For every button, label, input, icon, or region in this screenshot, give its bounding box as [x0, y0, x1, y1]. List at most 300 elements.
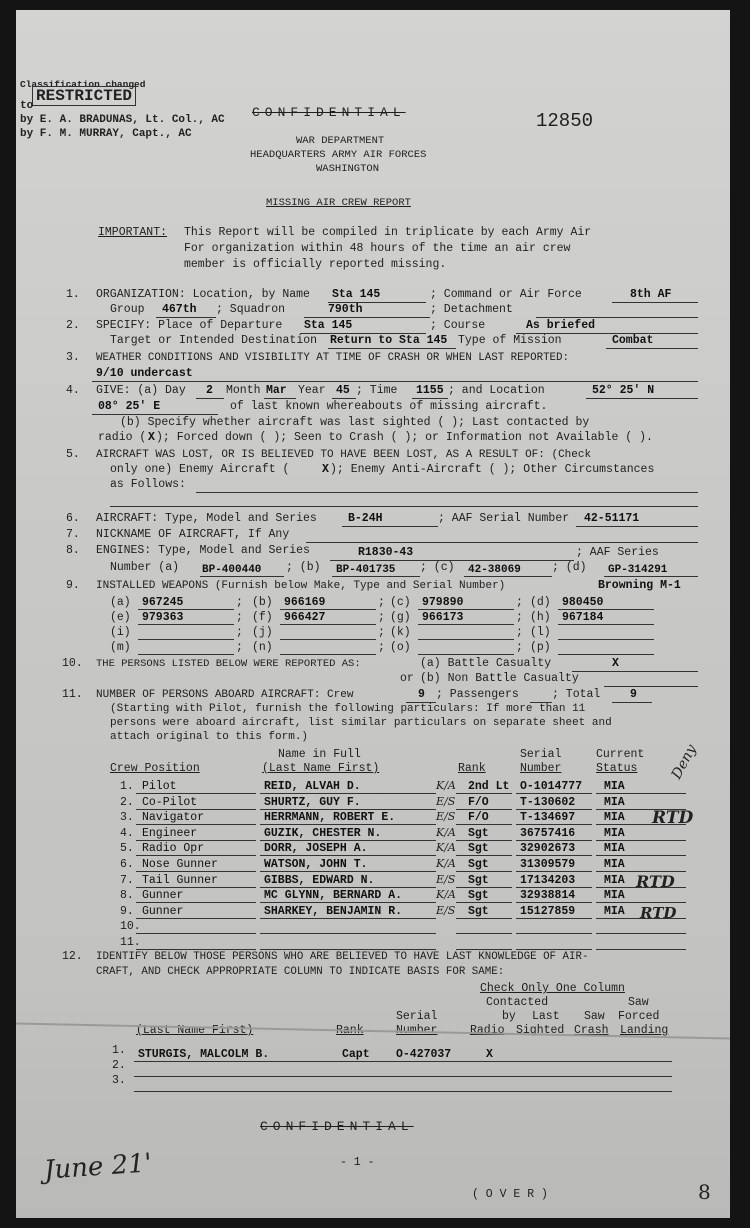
s4-line2: of last known whereabouts of missing aircraft. [230, 400, 548, 413]
crew-name: MC GLYNN, BERNARD A. [264, 889, 403, 903]
crew-rank: 2nd Lt [468, 780, 510, 793]
s2-target: Return to Sta 145 [330, 334, 448, 347]
s8-label-d: ; (d) [552, 561, 587, 574]
s4-label-time: ; Time [356, 384, 398, 397]
s12-num: 12. [62, 950, 83, 963]
weapon-letter: (i) [110, 626, 131, 639]
crew-rank: Sgt [468, 904, 489, 918]
crew-name: SHURTZ, GUY F. [264, 795, 361, 809]
s12-h-name: (Last Name First) [136, 1024, 254, 1037]
s3-num: 3. [66, 351, 80, 364]
witness-radio-mark: X [486, 1048, 493, 1061]
s12-h-last: Last [532, 1010, 560, 1023]
weapon-underline [418, 654, 514, 655]
crew-row-number: 3. [120, 811, 134, 825]
s5-line2b: ); Enemy Anti-Aircraft ( ); Other Circumstances [330, 463, 655, 476]
s4-year: 45 [336, 384, 350, 397]
s12-h-serial1: Serial [396, 1010, 438, 1023]
s12-h-saw2: Saw [628, 996, 649, 1009]
weapon-underline [138, 609, 234, 610]
crew-position: Pilot [142, 780, 177, 793]
weapon-serial: 966427 [284, 611, 326, 624]
crew-pos-underline [136, 887, 256, 888]
s10-or: or [400, 672, 414, 685]
weapon-sep: ; [516, 596, 523, 609]
s3-value: 9/10 undercast [96, 367, 193, 380]
crew-rank: Sgt [468, 826, 489, 840]
s12-h-by: by [502, 1010, 516, 1023]
weapon-sep: ; [378, 641, 385, 654]
weapon-underline [280, 609, 376, 610]
s11-line3: persons were aboard aircraft, list similar particulars on separate sheet and [110, 717, 612, 729]
weapon-underline [558, 639, 654, 640]
restricted-stamp: RESTRICTED [32, 86, 136, 106]
s11-label-total: ; Total [552, 688, 601, 701]
footer-confidential: CONFIDENTIAL [260, 1119, 414, 1134]
crew-position: Gunner [142, 889, 184, 903]
hand-kia-mark: E/S [436, 794, 456, 808]
weapon-serial: 966173 [422, 611, 464, 624]
crew-serial: 31309579 [520, 858, 576, 871]
s6-label-type: AIRCRAFT: Type, Model and Series [96, 512, 317, 525]
witness-row-number: 3. [112, 1074, 126, 1087]
weapon-serial: 979363 [142, 611, 184, 624]
header-hq: HEADQUARTERS ARMY AIR FORCES [250, 149, 427, 161]
weapon-sep: ; [516, 641, 523, 654]
crew-serial-underline [516, 840, 592, 841]
hand-kia-mark: K/A [436, 841, 456, 855]
s10-num: 10. [62, 657, 83, 670]
s2-departure: Sta 145 [304, 319, 353, 332]
important-label: IMPORTANT: [98, 226, 168, 239]
weapon-letter: (o) [390, 641, 411, 654]
hand-rtd-3: RTD [652, 808, 694, 828]
s4-label-location: ; and Location [448, 384, 545, 397]
s11-crew: 9 [418, 688, 425, 701]
s2-label-departure: SPECIFY: Place of Departure [96, 319, 283, 332]
s8-label-c: ; (c) [420, 561, 455, 574]
crew-position: Engineer [142, 826, 198, 840]
s1-label-squadron: ; Squadron [216, 303, 286, 316]
weapon-sep: ; [236, 626, 243, 639]
weapon-letter: (a) [110, 596, 131, 609]
weapon-underline [138, 639, 234, 640]
s8-label-series: ; AAF Series [576, 546, 659, 559]
s11-total: 9 [630, 688, 637, 701]
s2-label-target: Target or Intended Destination [110, 334, 318, 347]
crew-status: MIA [604, 780, 625, 793]
crew-row-number: 11. [120, 936, 141, 949]
hand-kia-mark: K/A [436, 825, 456, 839]
stamp-line2: to [20, 100, 34, 112]
s10-mark-a: X [612, 657, 619, 670]
crew-row-number: 2. [120, 795, 134, 809]
crew-rank-underline [456, 902, 512, 903]
crew-serial-underline [516, 918, 592, 919]
crew-rank: Sgt [468, 873, 489, 887]
s5-num: 5. [66, 448, 80, 461]
witness-name: STURGIS, MALCOLM B. [138, 1048, 270, 1061]
witness-row-number: 1. [112, 1044, 126, 1057]
crew-status-underline [596, 933, 686, 934]
s6-num: 6. [66, 512, 80, 525]
s4-line3: (b) Specify whether aircraft was last sighted ( ); Last contacted by [120, 416, 590, 429]
crew-rank-underline [456, 824, 512, 825]
weapon-underline [418, 624, 514, 625]
crew-name: REID, ALVAH D. [264, 780, 361, 793]
hand-kia-mark: K/A [436, 888, 456, 902]
report-sheet [16, 10, 730, 1218]
crew-h-status2: Status [596, 762, 638, 775]
hand-kia-mark: K/A [436, 779, 456, 792]
weapon-sep: ; [236, 596, 243, 609]
crew-rank: F/O [468, 795, 489, 809]
weapon-serial: 979890 [422, 596, 464, 609]
crew-row-number: 6. [120, 858, 134, 871]
crew-rank-underline [456, 887, 512, 888]
s8-type: R1830-43 [358, 546, 414, 559]
s7-num: 7. [66, 528, 80, 541]
crew-position: Co-Pilot [142, 795, 198, 809]
s12-h-sighted: Sighted [516, 1024, 565, 1037]
weapon-serial: 966169 [284, 596, 326, 609]
weapon-sep: ; [378, 626, 385, 639]
s4-lat: 52° 25' N [592, 384, 655, 397]
weapon-letter: (k) [390, 626, 411, 639]
s8-engine-b: BP-401735 [336, 564, 396, 576]
s3-label: WEATHER CONDITIONS AND VISIBILITY AT TIME OF CRASH OR WHEN LAST REPORTED: [96, 352, 569, 364]
s1-location: Sta 145 [332, 288, 381, 301]
weapon-letter: (j) [252, 626, 273, 639]
crew-serial: T-130602 [520, 795, 576, 809]
footer-over: ( O V E R ) [472, 1188, 548, 1201]
hand-kia-mark: K/A [436, 857, 456, 870]
weapon-letter: (d) [530, 596, 551, 609]
crew-name-underline [260, 793, 436, 794]
s1-label-command: ; Command or Air Force [430, 288, 582, 301]
weapon-underline [138, 624, 234, 625]
crew-row-number: 8. [120, 889, 134, 903]
crew-pos-underline [136, 902, 256, 903]
s8-num: 8. [66, 544, 80, 557]
crew-status: MIA [604, 795, 625, 809]
crew-h-name1: Name in Full [278, 748, 361, 761]
weapon-serial: 967245 [142, 596, 184, 609]
crew-position: Navigator [142, 811, 205, 825]
s1-label-group: Group [110, 303, 145, 316]
crew-name-underline [260, 933, 436, 934]
s2-mission: Combat [612, 334, 654, 347]
s7-label: NICKNAME OF AIRCRAFT, If Any [96, 528, 290, 541]
hand-kia-mark: E/S [436, 872, 456, 886]
crew-position: Gunner [142, 904, 184, 918]
important-line1: This Report will be compiled in triplicate by each Army Air [184, 226, 592, 239]
crew-name: GUZIK, CHESTER N. [264, 826, 382, 840]
crew-h-serial1: Serial [520, 748, 562, 761]
crew-rank: F/O [468, 811, 489, 825]
crew-pos-underline [136, 793, 256, 794]
s12-h-saw: Saw [584, 1010, 605, 1023]
s4-radio-mark: X [148, 431, 155, 444]
s2-num: 2. [66, 319, 80, 332]
crew-row-number: 9. [120, 904, 134, 918]
weapon-underline [558, 624, 654, 625]
weapon-serial: 980450 [562, 596, 604, 609]
s4-line4b: ); Forced down ( ); Seen to Crash ( ); or Information not Available ( ). [156, 431, 653, 444]
crew-position: Radio Opr [142, 842, 205, 856]
s11-label-crew: NUMBER OF PERSONS ABOARD AIRCRAFT: Crew [96, 689, 354, 701]
witness-rank: Capt [342, 1048, 370, 1061]
s11-line4: attach original to this form.) [110, 731, 309, 743]
crew-serial: O-1014777 [520, 780, 583, 793]
s12-check-one: Check Only One Column [480, 982, 625, 995]
crew-status: MIA [604, 858, 625, 871]
s11-line2: (Starting with Pilot, furnish the following particulars: If more than 11 [110, 703, 586, 715]
crew-serial-underline [516, 855, 592, 856]
crew-serial: 36757416 [520, 826, 576, 840]
crew-rank-underline [456, 933, 512, 934]
s12-h-forced: Forced [618, 1010, 660, 1023]
s5-line3: as Follows: [110, 478, 186, 491]
s8-label-b: ; (b) [286, 561, 321, 574]
weapon-serial: 967184 [562, 611, 604, 624]
s12-line2: CRAFT, AND CHECK APPROPRIATE COLUMN TO INDICATE BASIS FOR SAME: [96, 966, 505, 978]
crew-name: HERRMANN, ROBERT E. [264, 811, 396, 825]
s11-label-passengers: ; Passengers [436, 688, 519, 701]
s5-mark: X [322, 463, 329, 476]
crew-serial-underline [516, 902, 592, 903]
crew-rank-underline [456, 809, 512, 810]
weapon-underline [558, 654, 654, 655]
crew-name: DORR, JOSEPH A. [264, 842, 368, 856]
s6-label-serial: ; AAF Serial Number [438, 512, 570, 525]
s4-label-day: GIVE: (a) Day [96, 384, 186, 397]
crew-pos-underline [136, 933, 256, 934]
s1-command: 8th AF [630, 288, 672, 301]
important-line2: For organization within 48 hours of the time an air crew [184, 242, 571, 255]
crew-pos-underline [136, 855, 256, 856]
crew-rank-underline [456, 918, 512, 919]
weapon-underline [280, 654, 376, 655]
s2-course: As briefed [526, 319, 596, 332]
crew-h-serial2: Number [520, 762, 562, 775]
s9-label: INSTALLED WEAPONS (Furnish below Make, Type and Serial Number) [96, 580, 506, 592]
hand-page-mark: 8 [698, 1180, 711, 1204]
s4-month: Mar [266, 384, 287, 397]
weapon-underline [418, 609, 514, 610]
crew-row-number: 7. [120, 873, 134, 887]
hand-kia-mark: E/S [436, 810, 456, 824]
weapon-letter: (p) [530, 641, 551, 654]
crew-name: WATSON, JOHN T. [264, 858, 368, 871]
crew-name-underline [260, 902, 436, 903]
witness-underline [134, 1076, 672, 1077]
witness-underline [134, 1061, 672, 1062]
s5-line1: AIRCRAFT WAS LOST, OR IS BELIEVED TO HAVE BEEN LOST, AS A RESULT OF: (Check [96, 449, 592, 461]
s12-h-radio: Radio [470, 1024, 505, 1037]
s4-line4a: radio ( [98, 431, 147, 444]
s1-label-detachment: ; Detachment [430, 303, 513, 316]
weapon-sep: ; [378, 611, 385, 624]
crew-rank-underline [456, 840, 512, 841]
s1-group: 467th [162, 303, 197, 316]
stamp-line3: by E. A. BRADUNAS, Lt. Col., AC [20, 114, 225, 126]
weapon-letter: (g) [390, 611, 411, 624]
weapon-underline [280, 639, 376, 640]
weapon-letter: (e) [110, 611, 131, 624]
crew-row-number: 10. [120, 920, 141, 934]
hand-date: June 21' [43, 1148, 153, 1186]
crew-status: MIA [604, 889, 625, 903]
s12-h-crash: Crash [574, 1024, 609, 1037]
weapon-underline [138, 654, 234, 655]
s1-squadron: 790th [328, 303, 363, 316]
crew-status: MIA [604, 826, 625, 840]
s4-label-year: Year [298, 384, 326, 397]
crew-rank: Sgt [468, 858, 489, 871]
report-number: 12850 [536, 110, 594, 132]
s12-h-landing: Landing [620, 1024, 669, 1037]
s12-line1: IDENTIFY BELOW THOSE PERSONS WHO ARE BELIEVED TO HAVE LAST KNOWLEDGE OF AIR- [96, 951, 589, 963]
important-line3: member is officially reported missing. [184, 258, 447, 271]
crew-pos-underline [136, 840, 256, 841]
crew-pos-underline [136, 809, 256, 810]
footer-page: - 1 - [340, 1156, 375, 1169]
crew-name-underline [260, 918, 436, 919]
s4-day: 2 [206, 384, 213, 397]
s4-lon: 08° 25' E [98, 400, 161, 413]
s8-engine-c: 42-38069 [468, 564, 521, 576]
s10-label-a: (a) Battle Casualty [420, 657, 552, 670]
s4-time: 1155 [416, 384, 444, 397]
weapon-letter: (l) [530, 626, 551, 639]
s10-label-b: (b) Non Battle Casualty [420, 672, 579, 685]
hand-kia-mark: E/S [436, 903, 456, 917]
crew-serial-underline [516, 824, 592, 825]
s8-engine-a: BP-400440 [202, 564, 262, 576]
s11-num: 11. [62, 688, 83, 701]
weapon-underline [280, 624, 376, 625]
crew-status-underline [596, 949, 686, 950]
crew-status-underline [596, 793, 686, 794]
weapon-sep: ; [516, 611, 523, 624]
header-confidential: CONFIDENTIAL [252, 105, 406, 120]
weapon-sep: ; [236, 641, 243, 654]
crew-serial: 15127859 [520, 904, 576, 918]
crew-h-position: Crew Position [110, 762, 200, 775]
s2-label-mission: Type of Mission [458, 334, 562, 347]
crew-status-underline [596, 840, 686, 841]
crew-status: MIA [604, 842, 625, 856]
weapon-letter: (n) [252, 641, 273, 654]
crew-row-number: 4. [120, 826, 134, 840]
weapon-underline [418, 639, 514, 640]
crew-name-underline [260, 855, 436, 856]
crew-serial: 17134203 [520, 873, 576, 887]
crew-position: Tail Gunner [142, 873, 218, 887]
s9-make: Browning M-1 [598, 579, 681, 592]
report-title: MISSING AIR CREW REPORT [266, 197, 411, 209]
s2-label-course: ; Course [430, 319, 486, 332]
s1-label-location: ORGANIZATION: Location, by Name [96, 288, 310, 301]
stamp-line4: by F. M. MURRAY, Capt., AC [20, 128, 192, 140]
weapon-letter: (c) [390, 596, 411, 609]
crew-serial: 32938814 [520, 889, 576, 903]
weapon-sep: ; [236, 611, 243, 624]
crew-position: Nose Gunner [142, 858, 218, 871]
s4-label-month: Month [226, 384, 261, 397]
hand-deny: Deny [668, 742, 700, 782]
header-dept: WAR DEPARTMENT [296, 135, 385, 147]
weapon-sep: ; [516, 626, 523, 639]
crew-serial-underline [516, 871, 592, 872]
weapon-letter: (h) [530, 611, 551, 624]
crew-rank: Sgt [468, 842, 489, 856]
crew-pos-underline [136, 824, 256, 825]
crew-status-underline [596, 855, 686, 856]
crew-name: SHARKEY, BENJAMIN R. [264, 904, 403, 918]
crew-name: GIBBS, EDWARD N. [264, 873, 375, 887]
crew-h-rank: Rank [458, 762, 486, 775]
crew-name-underline [260, 809, 436, 810]
witness-underline [134, 1091, 672, 1092]
hand-rtd-9: RTD [640, 904, 677, 922]
crew-rank-underline [456, 871, 512, 872]
hand-rtd-7: RTD [636, 872, 675, 891]
s8-label-number: Number (a) [110, 561, 180, 574]
crew-status: MIA [604, 811, 625, 825]
s10-line1: THE PERSONS LISTED BELOW WERE REPORTED AS: [96, 658, 361, 670]
s4-num: 4. [66, 384, 80, 397]
weapon-letter: (m) [110, 641, 131, 654]
stamp-line1: Classification changed [20, 79, 146, 90]
crew-row-number: 5. [120, 842, 134, 856]
s9-num: 9. [66, 579, 80, 592]
s12-h-contacted: Contacted [486, 996, 549, 1009]
weapon-sep: ; [378, 596, 385, 609]
crew-row-number: 1. [120, 780, 134, 793]
crew-status: MIA [604, 873, 625, 887]
crew-name-underline [260, 871, 436, 872]
s5-line2a: only one) Enemy Aircraft ( [110, 463, 290, 476]
s6-serial: 42-51171 [584, 512, 640, 525]
crew-rank: Sgt [468, 889, 489, 903]
s1-num: 1. [66, 288, 80, 301]
crew-name-underline [260, 840, 436, 841]
witness-row-number: 2. [112, 1059, 126, 1072]
crew-serial-underline [516, 933, 592, 934]
crew-name-underline [260, 887, 436, 888]
s8-label-type: ENGINES: Type, Model and Series [96, 544, 310, 557]
s8-engine-d: GP-314291 [608, 564, 668, 576]
weapon-letter: (f) [252, 611, 273, 624]
crew-serial: 32902673 [520, 842, 576, 856]
witness-serial: O-427037 [396, 1048, 452, 1061]
crew-name-underline [260, 824, 436, 825]
crew-h-status1: Current [596, 748, 645, 761]
header-city: WASHINGTON [316, 163, 380, 175]
crew-rank-underline [456, 855, 512, 856]
crew-status: MIA [604, 904, 625, 918]
weapon-letter: (b) [252, 596, 273, 609]
crew-serial-underline [516, 809, 592, 810]
crew-h-name2: (Last Name First) [262, 762, 380, 775]
weapon-underline [558, 609, 654, 610]
crew-rank-underline [456, 793, 512, 794]
crew-pos-underline [136, 871, 256, 872]
s6-type: B-24H [348, 512, 383, 525]
crew-serial-underline [516, 887, 592, 888]
